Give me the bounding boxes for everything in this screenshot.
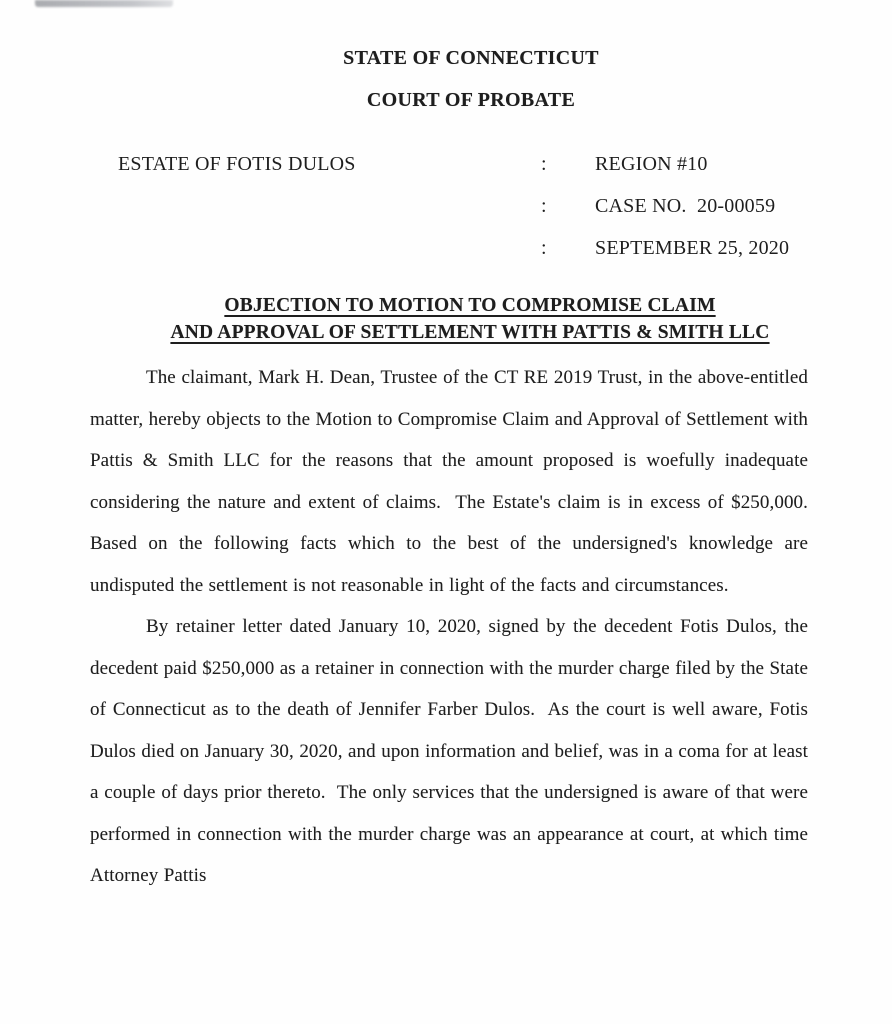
caption-row	[90, 237, 808, 279]
document-content	[90, 0, 819, 897]
caption-case-number: CASE NO. 20-00059	[595, 195, 776, 217]
document-title-line1: OBJECTION TO MOTION TO COMPROMISE CLAIM	[224, 295, 716, 316]
caption-row	[90, 195, 808, 237]
document-title-line2: AND APPROVAL OF SETTLEMENT WITH PATTIS & SMITH LLC	[170, 322, 770, 343]
caption-date: SEPTEMBER 25, 2020	[595, 237, 790, 259]
court-header	[112, 38, 830, 121]
case-caption	[90, 153, 808, 279]
caption-row	[90, 153, 808, 195]
body-paragraph-1: The claimant, Mark H. Dean, Trustee of the CT RE 2019 Trust, in the above-entitled matter, hereby objects to the Motion to Compromise Claim and Approval of Settlement with Pattis & Smith LLC for the reasons that the amount proposed is woefully inadequate considering the nature and extent of claims. The Estate's claim is in excess of $250,000. Based on the following facts which to the best of the undersigned's knowledge are undisputed the settlement is not reasonable in light of the facts and circumstances.	[90, 367, 819, 596]
caption-separator: :	[541, 237, 547, 259]
caption-separator: :	[541, 153, 547, 175]
document-body	[90, 357, 819, 897]
document-title	[111, 292, 829, 346]
caption-separator: :	[541, 195, 547, 217]
caption-party: ESTATE OF FOTIS DULOS	[118, 153, 356, 175]
caption-region: REGION #10	[595, 153, 708, 175]
court-division: COURT OF PROBATE	[366, 88, 576, 111]
body-paragraph-2: By retainer letter dated January 10, 2020, signed by the decedent Fotis Dulos, the decedent paid $250,000 as a retainer in connection with the murder charge filed by the State of Connecticut as to the death of Jennifer Farber Dulos. As the court is well aware, Fotis Dulos died on January 30, 2020, and upon information and belief, was in a coma for at least a couple of days prior thereto. The only services that the undersigned is aware of that were performed in connection with the murder charge was an appearance at court, at which time Attorney Pattis	[90, 616, 814, 886]
court-name: STATE OF CONNECTICUT	[343, 47, 599, 69]
